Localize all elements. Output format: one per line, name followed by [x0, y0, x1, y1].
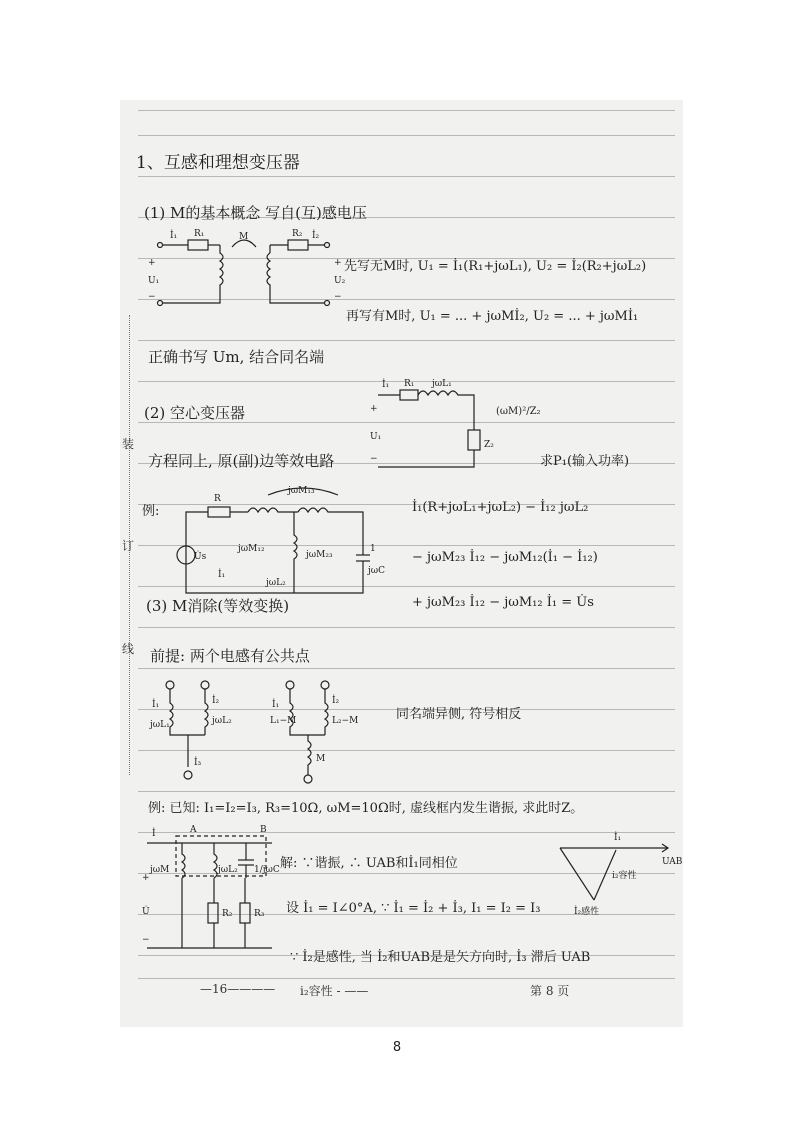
with-m-equation: 再写有M时, U₁ = ... + jωMİ₂, U₂ = ... + jωMİ₁ — [346, 309, 639, 324]
margin-char-zhuang: 装 — [122, 437, 135, 451]
example1-eq1: İ₁(R+jωL₁+jωL₂) − İ₁₂ jωL₂ — [412, 500, 589, 515]
svg-text:1/jωC: 1/jωC — [254, 865, 280, 875]
notebook-footer-middle: i₂容性 - —— — [300, 984, 369, 998]
svg-text:+: + — [148, 258, 156, 268]
correct-note: 正确书写 Um, 结合同名端 — [148, 348, 325, 366]
t-equivalent-circuit-right — [270, 675, 380, 790]
svg-text:jωL₂: jωL₂ — [212, 716, 232, 726]
air-core-equivalent-circuit — [370, 375, 590, 470]
same-method-note: 方程同上, 原(副)边等效电路 — [148, 452, 335, 470]
svg-text:jωL₁: jωL₁ — [150, 720, 170, 730]
solution-line2: 设 İ₁ = I∠0°A, ∵ İ₁ = İ₂ + İ₃, I₁ = I₂ = I₃ — [286, 901, 541, 916]
svg-text:M: M — [239, 232, 249, 242]
svg-text:+: + — [370, 404, 378, 414]
svg-text:jωL₁: jωL₁ — [432, 379, 452, 389]
svg-text:jωC: jωC — [368, 566, 386, 576]
scanned-note-page — [120, 100, 683, 1027]
solution-line3: ∵ İ₂是感性, 当 İ₂和UAB是是矢方向时, İ₃ 滞后 UAB — [290, 950, 591, 965]
svg-text:R₁: R₁ — [404, 379, 415, 389]
svg-text:−: − — [148, 292, 156, 302]
svg-text:L₁−M: L₁−M — [270, 716, 297, 726]
svg-text:İ₁: İ₁ — [218, 570, 226, 580]
phasor-inductive-label: İ₂感性 — [574, 907, 600, 917]
reflect-impedance-label: (ωM)²/Z₂ — [496, 406, 541, 417]
p1-note: 求P₁(输入功率) — [540, 454, 630, 469]
svg-text:A: A — [190, 825, 197, 835]
svg-text:İ₂: İ₂ — [312, 231, 320, 241]
svg-text:İ₁: İ₁ — [272, 700, 280, 710]
svg-text:L₂−M: L₂−M — [332, 716, 359, 726]
svg-text:jωL₂: jωL₂ — [266, 578, 286, 588]
solution-line1: 解: ∵谐振, ∴ UAB和İ₁同相位 — [280, 856, 458, 871]
svg-text:R₁: R₁ — [194, 229, 205, 239]
svg-text:jωL₂: jωL₂ — [218, 865, 238, 875]
svg-text:+: + — [334, 258, 342, 268]
coupled-inductor-circuit — [140, 225, 350, 310]
sub1-title: (1) M的基本概念 写自(互)感电压 — [144, 204, 367, 222]
example1-eq3: + jωM₂₃ İ₁₂ − jωM₁₂ İ₁ = U̇s — [412, 595, 594, 610]
phasor-uab-label: UAB — [662, 857, 683, 867]
sub3-title: (3) M消除(等效变换) — [146, 597, 290, 615]
svg-text:−: − — [142, 935, 150, 945]
example1-label: 例: — [142, 504, 160, 519]
svg-text:İ₁: İ₁ — [170, 231, 178, 241]
svg-text:İ₂: İ₂ — [212, 696, 220, 706]
same-side-note: 同名端异侧, 符号相反 — [396, 707, 522, 722]
premise-note: 前提: 两个电感有公共点 — [150, 647, 310, 665]
svg-text:İ: İ — [152, 829, 156, 839]
svg-text:İ₁: İ₁ — [382, 380, 390, 390]
svg-text:−: − — [334, 292, 342, 302]
svg-text:U̇: U̇ — [142, 907, 150, 917]
svg-text:R: R — [214, 494, 221, 504]
svg-text:R₂: R₂ — [222, 909, 233, 919]
margin-char-xian: 线 — [122, 642, 135, 656]
section-title: 1、互感和理想变压器 — [136, 153, 300, 173]
svg-text:1: 1 — [370, 544, 376, 554]
svg-text:İ₃: İ₃ — [194, 758, 202, 768]
svg-text:jωM₂₃: jωM₂₃ — [306, 550, 333, 560]
svg-text:U₁: U₁ — [148, 276, 160, 286]
example2-statement: 例: 已知: I₁=I₂=I₃, R₃=10Ω, ωM=10Ω时, 虚线框内发生谐振, 求此时Z。 — [148, 801, 584, 816]
svg-text:−: − — [370, 454, 378, 464]
document-page-number: 8 — [392, 1040, 402, 1055]
notebook-footer-left: —16———— — [200, 982, 276, 996]
svg-text:+: + — [142, 873, 150, 883]
svg-text:M: M — [316, 754, 326, 764]
margin-char-ding: 订 — [122, 539, 135, 553]
example1-eq2: − jωM₂₃ İ₁₂ − jωM₁₂(İ₁ − İ₁₂) — [412, 550, 598, 565]
svg-text:İ₁: İ₁ — [152, 700, 160, 710]
notebook-page-label: 第 8 页 — [530, 984, 570, 998]
svg-text:U̇s: U̇s — [194, 552, 207, 562]
no-m-equation: 先写无M时, U₁ = İ₁(R₁+jωL₁), U₂ = İ₂(R₂+jωL₂) — [344, 259, 647, 274]
t-equivalent-circuit-left — [150, 675, 260, 790]
svg-text:jωM₁₃: jωM₁₃ — [288, 486, 315, 496]
phasor-diagram — [550, 828, 683, 918]
phasor-capacitive-label: i₂容性 — [612, 871, 637, 881]
svg-text:U₂: U₂ — [334, 276, 346, 286]
svg-text:U₁: U₁ — [370, 432, 382, 442]
resonance-example-circuit — [142, 818, 280, 968]
svg-text:jωM₁₂: jωM₁₂ — [238, 544, 265, 554]
svg-text:R₂: R₂ — [292, 229, 303, 239]
svg-text:B: B — [260, 825, 267, 835]
svg-text:R₃: R₃ — [254, 909, 265, 919]
sub2-title: (2) 空心变压器 — [144, 404, 246, 422]
svg-text:Z₂: Z₂ — [484, 440, 494, 450]
svg-text:İ₂: İ₂ — [332, 696, 340, 706]
phasor-i1-label: İ₁ — [614, 833, 622, 843]
svg-text:jωM: jωM — [150, 865, 170, 875]
example-mutual-network — [178, 485, 386, 605]
